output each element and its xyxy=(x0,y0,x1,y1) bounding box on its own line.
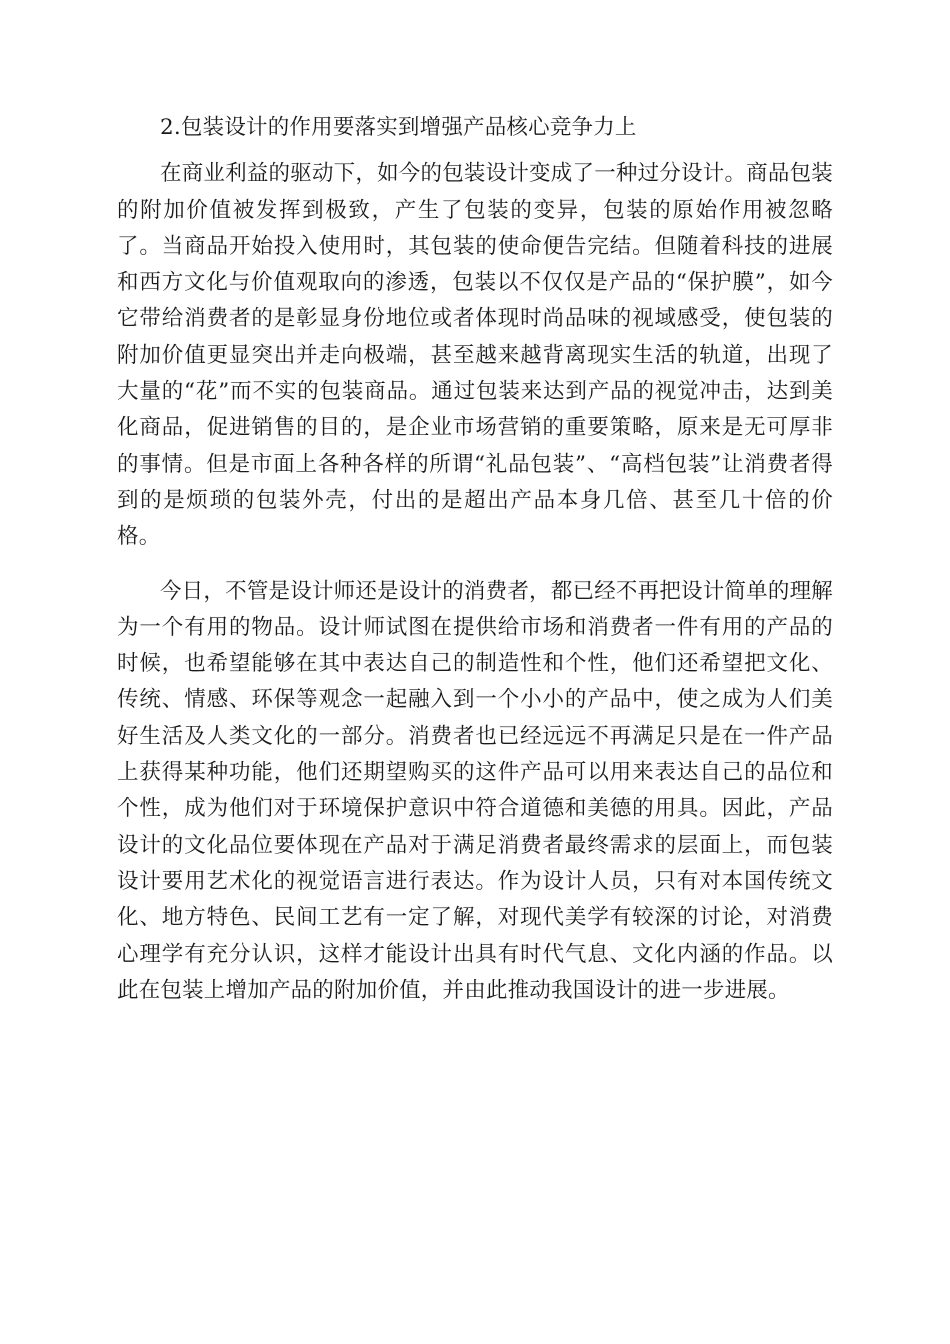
document-body xyxy=(117,110,833,1009)
paragraph-2: 今日，不管是设计师还是设计的消费者，都已经不再把设计简单的理解为一个有用的物品。设计师试图在提供给市场和消费者一件有用的产品的时候，也希望能够在其中表达自己的制造性和个性，他们还希望把文化、传统、情感、环保等观念一起融入到一个小小的产品中，使之成为人们美好生活及人类文化的一部分。消费者也已经远远不再满足只是在一件产品上获得某种功能，他们还期望购买的这件产品可以用来表达自己的品位和个性，成为他们对于环境保护意识中符合道德和美德的用具。因此，产品设计的文化品位要体现在产品对于满足消费者最终需求的层面上，而包装设计要用艺术化的视觉语言进行表达。作为设计人员，只有对本国传统文化、地方特色、民间工艺有一定了解，对现代美学有较深的讨论，对消费心理学有充分认识，这样才能设计出具有时代气息、文化内涵的作品。以此在包装上增加产品的附加价值，并由此推动我国设计的进一步进展。 xyxy=(117,578,833,1003)
section-heading: 2.包装设计的作用要落实到增强产品核心竞争力上 xyxy=(160,115,637,140)
paragraph-1: 在商业利益的驱动下，如今的包装设计变成了一种过分设计。商品包装的附加价值被发挥到极致，产生了包装的变异，包装的原始作用被忽略了。当商品开始投入使用时，其包装的使命便告完结。但随着科技的进展和西方文化与价值观取向的渗透，包装以不仅仅是产品的“保护膜”，如今它带给消费者的是彰显身份地位或者体现时尚品味的视域感受，使包装的附加价值更显突出并走向极端，甚至越来越背离现实生活的轨道，出现了大量的“花”而不实的包装商品。通过包装来达到产品的视觉冲击，达到美化商品，促进销售的目的，是企业市场营销的重要策略，原来是无可厚非的事情。但是市面上各种各样的所谓“礼品包装”、“高档包装”让消费者得到的是烦琐的包装外壳，付出的是超出产品本身几倍、甚至几十倍的价格。 xyxy=(117,161,833,550)
